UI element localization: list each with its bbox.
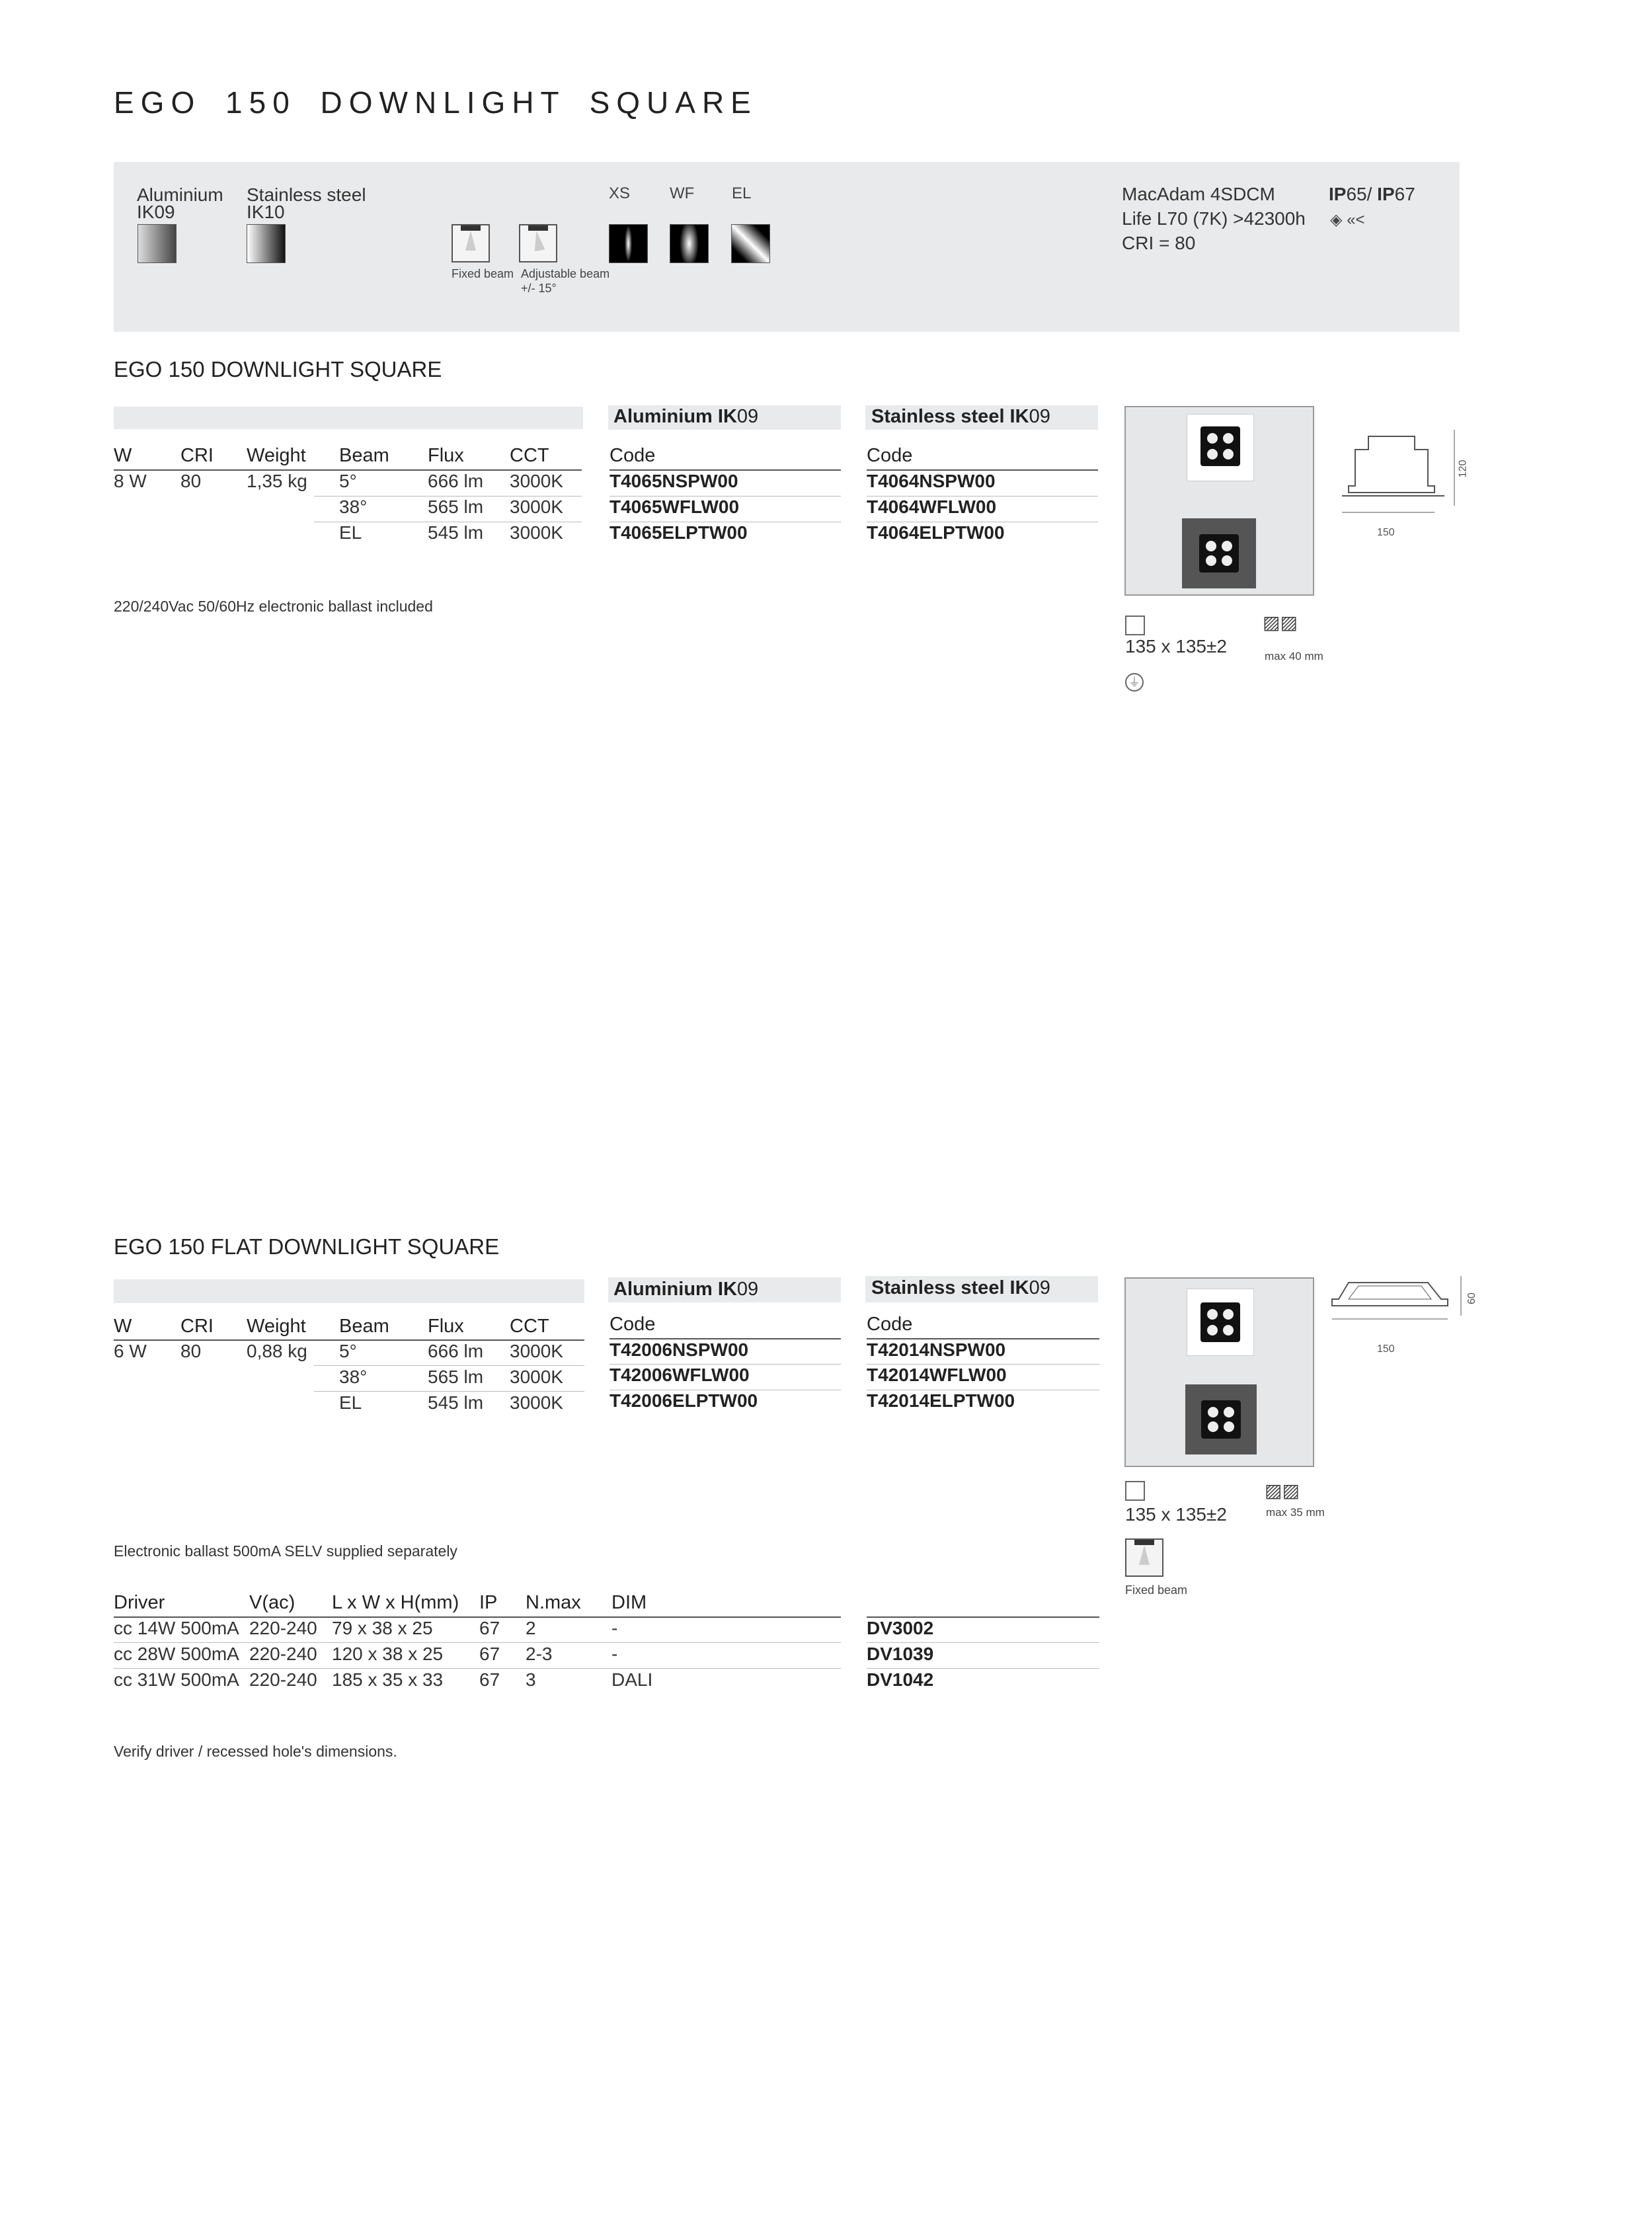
row-weight: 0,88 kg	[247, 1341, 307, 1361]
col-flux: Flux	[428, 445, 464, 466]
row-beam: 5°	[339, 471, 357, 491]
ss-code: T4064WFLW00	[867, 497, 997, 517]
driver-ip: 67	[479, 1618, 500, 1638]
driver-ip: 67	[479, 1644, 500, 1664]
ceiling-thickness-icon: ▨▨	[1263, 612, 1298, 633]
certification-icons: ◈ «<	[1330, 211, 1365, 229]
driver-code: DV1042	[867, 1669, 934, 1690]
adjustable-beam-icon	[519, 224, 557, 262]
driver-nmax: 2-3	[526, 1644, 553, 1664]
row-flux: 666 lm	[428, 471, 484, 491]
row-cct: 3000K	[510, 522, 563, 543]
alu-code: T42006NSPW00	[610, 1339, 749, 1360]
divider	[314, 1365, 584, 1366]
footer-note: Verify driver / recessed hole's dimensions.	[114, 1743, 397, 1760]
alu-code: T4065WFLW00	[610, 497, 740, 517]
optic-el-label: EL	[732, 184, 752, 202]
col-beam: Beam	[339, 445, 389, 466]
row-flux: 545 lm	[428, 522, 484, 543]
adjustable-beam-label: Adjustable beam +/- 15°	[521, 267, 610, 295]
section2-dimension-drawing	[1329, 1269, 1481, 1349]
spec-list	[1122, 182, 1306, 255]
row-w: 6 W	[114, 1341, 147, 1361]
section2-note: Electronic ballast 500mA SELV supplied separately	[114, 1542, 457, 1560]
alu-code-label: Code	[610, 1314, 656, 1335]
row-flux: 666 lm	[428, 1341, 484, 1361]
section1-cutout: 135 x 135±2	[1125, 636, 1227, 657]
divider	[114, 1668, 841, 1669]
driver-col-dims: L x W x H(mm)	[332, 1592, 459, 1613]
section1-dim-height: 120	[1457, 459, 1469, 478]
row-weight: 1,35 kg	[247, 471, 307, 491]
divider	[114, 1642, 841, 1643]
alu-code: T4065ELPTW00	[610, 522, 748, 543]
section2-dim-height: 60	[1466, 1293, 1477, 1304]
material-stainless-steel: Stainless steel IK10	[247, 184, 366, 222]
material-aluminium: Aluminium IK09	[137, 184, 223, 222]
row-flux: 545 lm	[428, 1392, 484, 1413]
driver-col-driver: Driver	[114, 1592, 165, 1613]
section2-ss-title: Stainless steel IK09	[871, 1277, 1050, 1298]
alu-code: T42006WFLW00	[610, 1365, 750, 1385]
section1-product-photo	[1124, 406, 1314, 596]
driver-dims: 79 x 38 x 25	[332, 1618, 433, 1638]
optic-el-swatch	[731, 224, 770, 263]
driver-nmax: 3	[526, 1669, 536, 1690]
col-flux: Flux	[428, 1316, 464, 1337]
driver-dims: 185 x 35 x 33	[332, 1669, 444, 1690]
driver-col-v: V(ac)	[249, 1592, 295, 1613]
section2-cutout: 135 x 135±2	[1125, 1504, 1227, 1525]
col-cct: CCT	[510, 1316, 549, 1337]
stainless-swatch	[247, 224, 286, 263]
row-cct: 3000K	[510, 1341, 563, 1361]
ss-code: T4064NSPW00	[867, 471, 996, 491]
section1-dimension-drawing	[1335, 423, 1474, 529]
fixed-beam-label: Fixed beam	[452, 267, 514, 280]
driver-name: cc 28W 500mA	[114, 1644, 239, 1664]
cutout-icon	[1125, 1481, 1145, 1501]
driver-v: 220-240	[249, 1644, 317, 1664]
row-w: 8 W	[114, 471, 147, 491]
page-title: EGO 150 DOWNLIGHT SQUARE	[114, 85, 758, 120]
ss-code-label: Code	[867, 445, 913, 466]
driver-dim: DALI	[611, 1669, 653, 1690]
fixed-beam-label: Fixed beam	[1125, 1583, 1188, 1597]
section1-alu-title: Aluminium IK09	[613, 406, 759, 427]
col-w: W	[114, 1316, 132, 1337]
ss-code: T42014ELPTW00	[867, 1390, 1015, 1411]
alu-code: T42006ELPTW00	[610, 1390, 758, 1411]
earth-icon: ⏚	[1125, 673, 1144, 692]
driver-v: 220-240	[249, 1618, 317, 1638]
col-weight: Weight	[247, 445, 306, 466]
row-cri: 80	[180, 1341, 202, 1361]
driver-col-nmax: N.max	[526, 1592, 581, 1613]
aluminium-swatch	[138, 224, 177, 263]
driver-col-dim: DIM	[611, 1592, 647, 1613]
ss-code-label: Code	[867, 1314, 913, 1335]
section2-dim-width: 150	[1377, 1343, 1395, 1355]
section1-note: 220/240Vac 50/60Hz electronic ballast included	[114, 598, 433, 615]
optic-wf-swatch	[670, 224, 709, 263]
spec-cri: CRI = 80	[1122, 233, 1196, 253]
row-cri: 80	[180, 471, 202, 491]
alu-code: T4065NSPW00	[610, 471, 738, 491]
row-cct: 3000K	[510, 497, 563, 517]
col-weight: Weight	[247, 1316, 306, 1337]
row-flux: 565 lm	[428, 1367, 484, 1387]
row-beam: EL	[339, 522, 362, 543]
ss-code: T42014NSPW00	[867, 1339, 1006, 1360]
section2-alu-title: Aluminium IK09	[613, 1279, 759, 1300]
ss-code: T4064ELPTW00	[867, 522, 1005, 543]
section2-max-depth: max 35 mm	[1266, 1506, 1325, 1519]
section2-title: EGO 150 FLAT DOWNLIGHT SQUARE	[114, 1234, 500, 1259]
row-cct: 3000K	[510, 1367, 563, 1387]
row-flux: 565 lm	[428, 497, 484, 517]
alu-code-label: Code	[610, 445, 656, 466]
divider	[314, 1391, 584, 1392]
ip-rating: IP65/ IP67	[1329, 184, 1415, 204]
section1-title: EGO 150 DOWNLIGHT SQUARE	[114, 357, 442, 381]
driver-v: 220-240	[249, 1669, 317, 1690]
driver-dims: 120 x 38 x 25	[332, 1644, 444, 1664]
driver-name: cc 14W 500mA	[114, 1618, 239, 1638]
section1-dim-width: 150	[1377, 527, 1395, 538]
driver-code: DV1039	[867, 1644, 934, 1664]
driver-name: cc 31W 500mA	[114, 1669, 239, 1690]
driver-dim: -	[611, 1644, 618, 1664]
fixed-beam-icon	[1125, 1538, 1163, 1577]
driver-dim: -	[611, 1618, 618, 1638]
optic-wf-label: WF	[670, 184, 695, 202]
col-cct: CCT	[510, 445, 549, 466]
fixed-beam-icon	[452, 224, 490, 262]
row-cct: 3000K	[510, 471, 563, 491]
col-cri: CRI	[180, 1316, 214, 1337]
driver-ip: 67	[479, 1669, 500, 1690]
cutout-icon	[1125, 616, 1145, 635]
row-beam: EL	[339, 1392, 362, 1413]
row-beam: 5°	[339, 1341, 357, 1361]
section1-ss-title: Stainless steel IK09	[871, 406, 1050, 427]
driver-code: DV3002	[867, 1618, 934, 1638]
section2-product-photo	[1124, 1277, 1314, 1467]
divider	[867, 1668, 1099, 1669]
col-w: W	[114, 445, 132, 466]
col-beam: Beam	[339, 1316, 389, 1337]
section2-spec-bar	[114, 1279, 584, 1303]
spec-macadam: MacAdam 4SDCM	[1122, 184, 1275, 204]
row-beam: 38°	[339, 497, 368, 517]
divider	[867, 1642, 1099, 1643]
col-cri: CRI	[180, 445, 214, 466]
section1-max-depth: max 40 mm	[1265, 650, 1323, 662]
driver-col-ip: IP	[479, 1592, 498, 1613]
row-beam: 38°	[339, 1367, 368, 1387]
spec-life: Life L70 (7K) >42300h	[1122, 208, 1306, 229]
optic-xs-swatch	[609, 224, 648, 263]
optic-xs-label: XS	[609, 184, 631, 202]
driver-nmax: 2	[526, 1618, 536, 1638]
section1-spec-bar	[114, 407, 583, 429]
ss-code: T42014WFLW00	[867, 1365, 1007, 1385]
row-cct: 3000K	[510, 1392, 563, 1413]
ceiling-thickness-icon: ▨▨	[1265, 1480, 1300, 1501]
